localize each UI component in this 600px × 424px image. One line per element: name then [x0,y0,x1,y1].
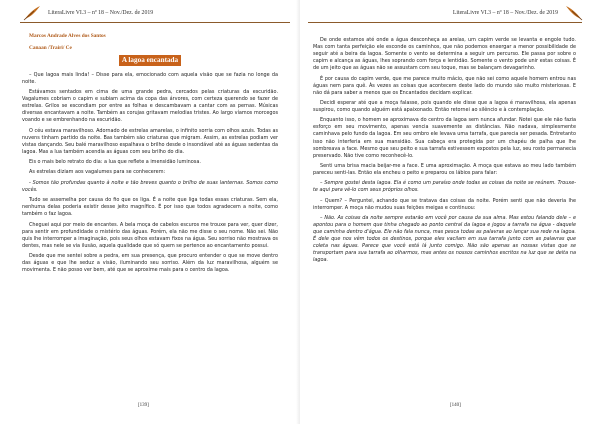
paragraph: – Não. As coisas da noite sempre estarão em você por causa da sua alma. Mas estou falando dele – e apontou para o homem que tinha chegado ao ponto central da lagoa e jogou a tarrafa na água - daquele que caminha dentro d'água. Ele não fala nunca, mas pesca todas as palavras ao lançar sua rede na lagoa. É dele que nos vêm todos os destinos, porque eles vacilam em sua tarrafa junto com as palavras que coleta nas águas. Parece que você está lá junto comigo. Não são apenas as nossas vistas que se transportam para sua tarrafa ao olharmos, mas antes os nossos caminhos escritos na luz que se deita na lagoa. [313,215,576,264]
paragraph: É por causa do capim verde, que me parece muito mácio, que não sei como aquele homem entrou nas águas nem para quê. Às vezes as coisas que acontecem deste lado do mundo são muito misteriosas. E não dá para saber a menos que os Encantados decidam explicar. [313,75,576,96]
right-page-body [313,37,576,268]
paragraph: Tudo se assemelha por causa do fio que os liga. É a noite que liga todas essas criaturas. Sem ela, nenhuma delas poderia existir desse jeito magnífico. É por isso que todos agradecem a noite, como também o faz lagoa. [22,197,278,218]
left-page-body [22,32,278,278]
quill-icon [564,5,584,21]
right-page [300,0,600,424]
paragraph: As estrelas diziam aos vagalumes para se conhecerem: [29,169,166,176]
right-paragraphs [313,37,576,264]
paragraph: Cheguei aqui por meio de encantes. A bela moça de cabelos escuros me trouxe para ver, quer dizer, para sentir em profundidade o mistério das águas. Porém, ela não me disse o seu nome. Não sei. Não quis lhe interromper a imaginação, pois seus olhos estavam fixos na água. Seu sorriso não mostrava os dentes, mas nele se via ilusão, aquela qualidade que só quem se pertence ao encantamento possui. [22,221,278,249]
quill-icon [22,5,42,21]
left-page-header [22,5,153,21]
left-header-text: LiteraLivre VI.3 – nº 18 – Nov./Dez. de 2019 [48,10,154,16]
paragraph: Estávamos sentados em cima de uma grande pedra, cercados pelas criaturas da escuridão. Vagalumes cobriam o capim e subiam acima da copa das árvores, com certeza querendo se fazer de estrelas. Grilos se escondiam por entre as folhas e descambavam a cantar com as pernas. Músicas diversas encantavam a noite. Também as corujas gritavam melodias tristes. Ao largo víamos morcegos voando e se embrenhando na escuridão. [22,89,278,124]
author-name: Marcos Andrade Alves dos Santos [29,33,106,39]
left-header-rule [20,22,290,23]
paragraph: Desde que me sentei sobre a pedra, em sua presença, que procuro entender o que se move dentro das águas e que lhe seduz a visão, iluminando seu sorriso. Além da luz maravilhosa, alguém se movimenta. E não posso ver bem, até que se aproxime mais para o centro da lagoa. [22,253,278,274]
paragraph: Enquanto isso, o homem se aproximava do centro da lagoa sem nunca afundar. Notei que ele não fazia esforço em seu movimento, apenas vencia suavemente as distâncias. Não nadava, simplesmente caminhava pelo fundo da lagoa. Em seu ombro ele levava uma tarrafa, que parecia ser pesada. Entretanto isso não interferia em sua mansidão. Sua cabeça era protegida por um chapéu de palha que lhe sombreava a face. Mesmo que seu peito e sua tarrafa estivessem expostos pela luz, seu rosto permanecia preservado. Não tive como reconhecê-lo. [313,117,576,159]
paragraph: Eis o mais belo retrato do dia: a lua que reflete a imensidão luminosa. [29,159,201,166]
left-paragraphs [22,72,278,275]
paragraph: – Sempre gostei desta lagoa. Ela é como um paraíso onde todas as coisas da noite se reúnem. Trouxe-te aqui para vê-lo com seus próprios olhos. [313,180,576,194]
right-header-text: LiteraLivre VI.3 – nº 18 – Nov./Dez. de 2019 [452,10,558,16]
author-location: Canaan /Trairi/ Ce [29,44,72,51]
paragraph: Senti uma brisa macia beijar-me a face. E uma aproximação. A moça que estava ao meu lado também pareceu senti-las. Então ela encheu o peito e preparou os lábios para falar: [313,162,576,176]
right-page-header [453,5,584,21]
paragraph: Decidi esperar até que a moça falasse, pois quando ele disse que a lagoa é maravilhosa, ela apenas suspirou, como quando alguém está apaixonado. Então retornei ao silêncio e à contemplação. [313,99,576,114]
paragraph: – Quem? – Perguntei, achando que se tratava das coisas da noite. Porém senti que não deveria lhe interromper. A moça não mudou suas feições meigas e continuou: [313,197,576,211]
paragraph: – Que lagoa mais linda! – Disse para ela, emocionado com aquela visão que se fazia no longe da noite. [22,71,278,85]
paragraph: O céu estava maravilhoso. Adornado de estrelas amarelas, o infinito sorria com olhos azuis. Todas as nuvens tinham partido da noite. Bas também são criaturas que migram. Assim, as estrelas podiam ver vistas dançando. Seu balé maravilhoso espalhava o brilho desde o insondável até as águas sedentas da lagoa. Mas a lua também acendia as águas com seu brilho do dia. [22,127,278,155]
right-header-rule [308,22,582,23]
right-page-number: [140] [450,403,461,408]
story-title: A lagoa encantada [119,55,181,66]
left-page-number: [139] [138,403,149,408]
paragraph: - Somos tão profundas quanto à noite e tão breves quanto o brilho de suas lanternas. Somos como vocês. [22,179,278,193]
paragraph: De onde estamos até onde a água desconheça as areias, um capim verde se levanta e engole tudo. Mas com tanta perfeição ele esconde os caminhos, que não podemos enxergar a menor possibilidade de seguir até a beira da lagoa. Somente o vento se determina a seguir um percurso. Ele passa por sobre o capim e alcança as águas, lhes soprando com força e lentidão. Somente o vento pode unir estas coisas. É de um jeito que as águas não se assustam com seu toque, mas se balançam devagarinho. [313,37,576,72]
